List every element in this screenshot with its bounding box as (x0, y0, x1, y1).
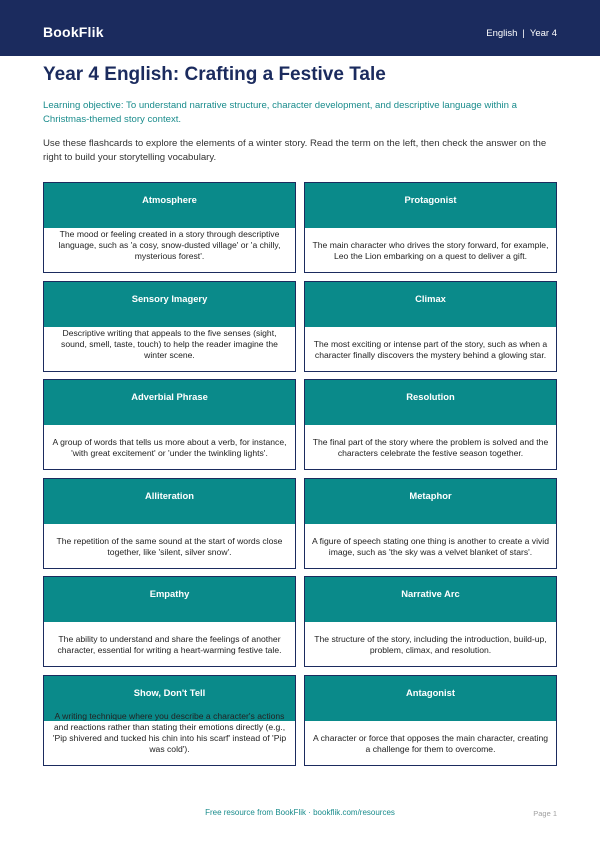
flashcard-term: Sensory Imagery (44, 282, 295, 327)
flashcard[interactable] (43, 281, 296, 372)
flashcard-definition: The most exciting or intense part of the story, such as when a character finally discovers the mystery behind a glowing star. (313, 338, 548, 360)
flashcard-term: Climax (305, 282, 556, 327)
flashcard-term: Metaphor (305, 479, 556, 524)
flashcard[interactable] (304, 675, 557, 766)
flashcard-term: Show, Don't Tell (44, 676, 295, 721)
intro-text: Use these flashcards to explore the elements of a winter story. Read the term on the left, then check the answer on the right to build your storytelling vocabulary. (43, 138, 547, 163)
flashcard[interactable] (304, 379, 557, 470)
page-number: Page 1 (533, 809, 557, 818)
flashcard-definition: The main character who drives the story forward, for example, Leo the Lion embarking on a quest to deliver a gift. (312, 240, 549, 261)
flashcard-definition: A writing technique where you describe a character's actions and reactions rather than stating their emotions directly (e.g., 'Pip shivered and tucked his chin into his scarf' instead of 'Pip was cold'). (52, 710, 287, 754)
page-title: Year 4 English: Crafting a Festive Tale (43, 64, 386, 85)
flashcard-definition: A group of words that tells us more about a verb, for instance, 'with great excitement' or 'under the twinkling lights'. (52, 437, 287, 459)
flashcard[interactable] (304, 281, 557, 372)
flashcard-term: Adverbial Phrase (44, 380, 295, 425)
flashcard[interactable] (304, 576, 557, 667)
flashcard-definition: Descriptive writing that appeals to the five senses (sight, sound, smell, taste, touch) to help the reader imagine the winter scene. (61, 327, 278, 360)
flashcard[interactable] (43, 182, 296, 273)
flashcard-term: Narrative Arc (305, 577, 556, 622)
flashcard-definition: The final part of the story where the problem is solved and the characters celebrate the festive season together. (312, 437, 549, 459)
breadcrumb-year[interactable]: Year 4 (529, 28, 557, 39)
flashcard-definition: The ability to understand and share the feelings of another character, essential for writing a heart-warming festive tale. (57, 634, 282, 656)
flashcard[interactable] (43, 379, 296, 470)
flashcard-term: Empathy (44, 577, 295, 622)
flashcard[interactable] (304, 182, 557, 273)
learning-objective: Learning objective: To understand narrative structure, character development, and descriptive language within a Christmas-themed story context. (43, 100, 517, 125)
flashcard-grid (43, 182, 557, 766)
flashcard-definition: A figure of speech stating one thing is another to create a vivid image, such as 'the sky was a velvet blanket of stars'. (312, 535, 549, 557)
top-banner (0, 0, 600, 56)
flashcard-term: Antagonist (305, 676, 556, 721)
flashcard-definition: The mood or feeling created in a story through descriptive language, such as 'a cosy, snow-dusted village' or 'a chilly, mysterious forest'. (58, 229, 281, 261)
flashcard-term: Alliteration (44, 479, 295, 524)
flashcard-term: Atmosphere (44, 183, 295, 228)
flashcard[interactable] (43, 675, 296, 766)
flashcard[interactable] (43, 576, 296, 667)
breadcrumb-separator: | (522, 28, 525, 39)
footer-credit[interactable]: Free resource from BookFlik · bookflik.com/resources (205, 808, 395, 817)
breadcrumb-subject[interactable]: English (486, 28, 518, 39)
breadcrumb (486, 28, 557, 39)
flashcard-definition: A character or force that opposes the main character, creating a challenge for them to overcome. (312, 732, 549, 754)
flashcard-term: Resolution (305, 380, 556, 425)
flashcard-term: Protagonist (305, 183, 556, 228)
flashcard[interactable] (304, 478, 557, 569)
flashcard[interactable] (43, 478, 296, 569)
flashcard-definition: The structure of the story, including the introduction, build-up, problem, climax, and resolution. (314, 634, 547, 656)
brand-logo[interactable]: BookFlik (43, 24, 104, 40)
flashcard-definition: The repetition of the same sound at the start of words close together, like 'silent, silver snow'. (56, 535, 283, 557)
